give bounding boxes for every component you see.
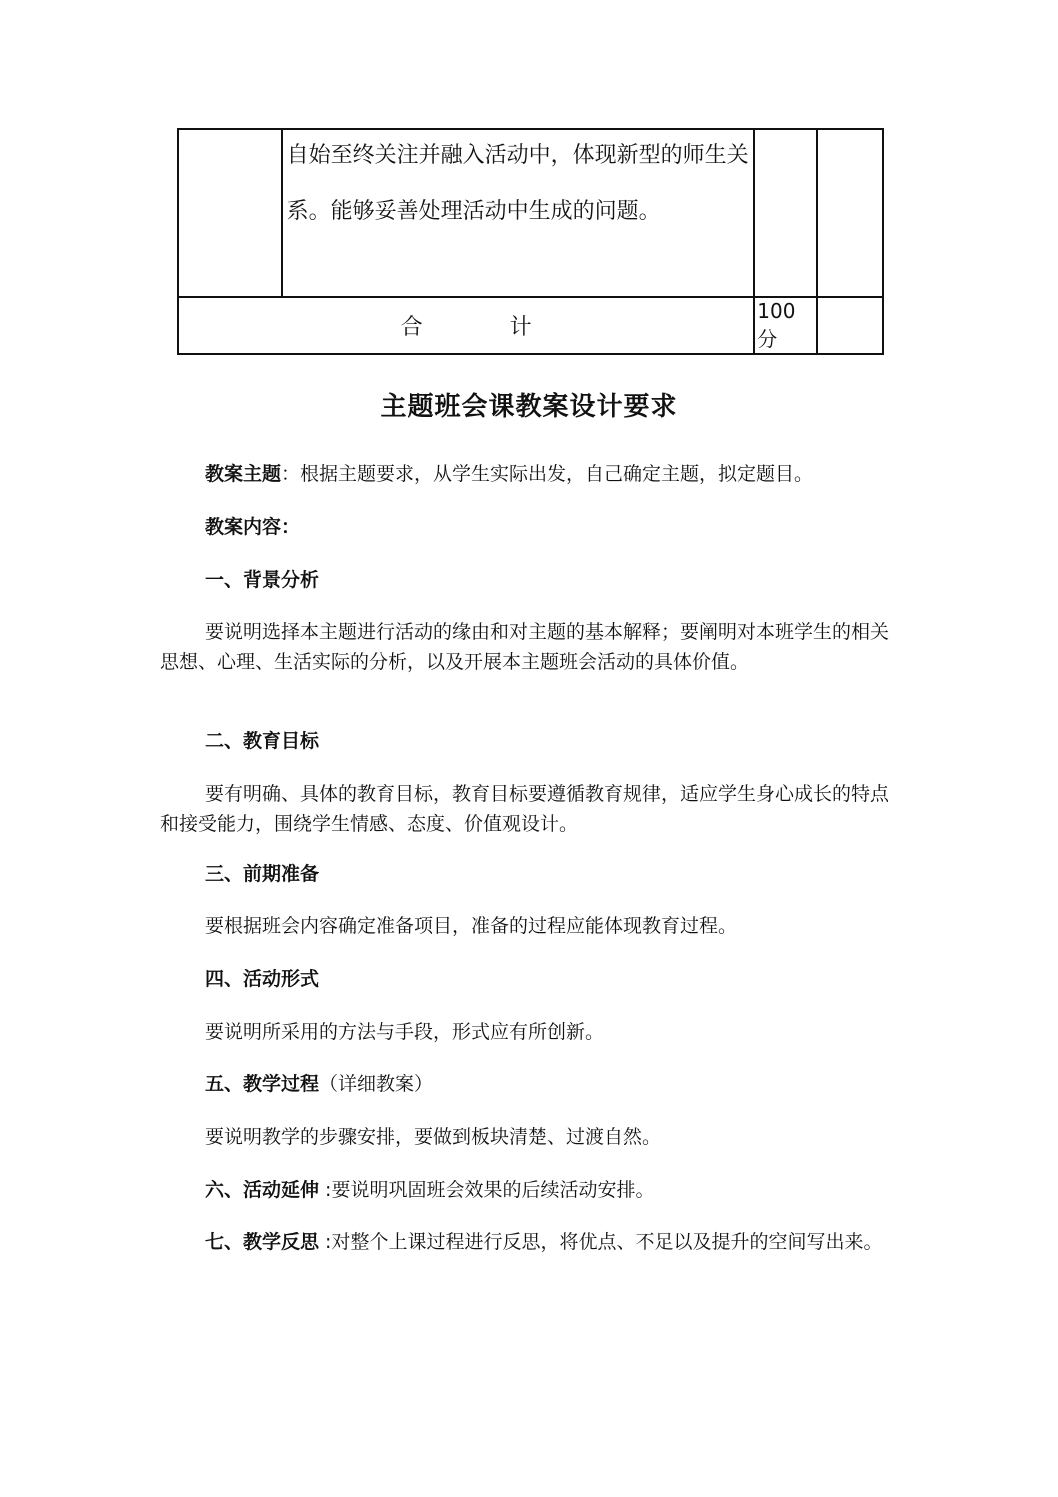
section-text: :要说明巩固班会效果的后续活动安排。 (319, 1179, 655, 1201)
total-label: 合 计 (178, 297, 754, 354)
section-text: 要说明所采用的方法与手段，形式应有所创新。 (205, 1021, 605, 1043)
table-row (178, 129, 883, 297)
section-text: 要说明选择本主题进行活动的缘由和对主题的基本解释；要阐明对本班学生的相关思想、心理、生活实际的分析，以及开展本主题班会活动的具体价值。 (160, 621, 890, 673)
section-heading: 四、活动形式 (205, 968, 320, 990)
table-cell-description (282, 129, 755, 297)
table-cell-category (178, 129, 282, 297)
section-note: （详细教案） (319, 1073, 434, 1095)
section-row (160, 1227, 890, 1257)
content-label: 教案内容： (205, 516, 301, 538)
criteria-text: 自始至终关注并融入活动中，体现新型的师生关系。能够妥善处理活动中生成的问题。 (286, 143, 749, 224)
table-cell-points (754, 129, 816, 297)
section-row (160, 1175, 890, 1205)
section-text: 要有明确、具体的教育目标，教育目标要遵循教育规律，适应学生身心成长的特点和接受能力，围绕学生情感、态度、价值观设计。 (160, 783, 890, 835)
section-heading: 一、背景分析 (205, 569, 320, 591)
page-title: 主题班会课教案设计要求 (380, 392, 678, 422)
topic-label: 教案主题 (205, 463, 282, 485)
section-text: :对整个上课过程进行反思，将优点、不足以及提升的空间写出来。 (319, 1231, 883, 1253)
topic-paragraph (160, 459, 890, 489)
section-heading: 五、教学过程 (205, 1073, 320, 1095)
section-text: 要根据班会内容确定准备项目，准备的过程应能体现教育过程。 (205, 915, 738, 937)
section-heading: 七、教学反思 (205, 1231, 320, 1253)
section-heading: 三、前期准备 (205, 863, 320, 885)
topic-text: ：根据主题要求，从学生实际出发，自己确定主题，拟定题目。 (281, 463, 814, 485)
score-table (177, 128, 884, 355)
section-heading-row (160, 1069, 890, 1099)
table-cell-score (817, 297, 883, 354)
section-heading: 二、教育目标 (205, 730, 320, 752)
table-cell-score (817, 129, 883, 297)
section-heading: 六、活动延伸 (205, 1179, 320, 1201)
table-row-total (178, 297, 883, 354)
total-score: 100 分 (754, 297, 816, 354)
section-text: 要说明教学的步骤安排，要做到板块清楚、过渡自然。 (205, 1126, 662, 1148)
